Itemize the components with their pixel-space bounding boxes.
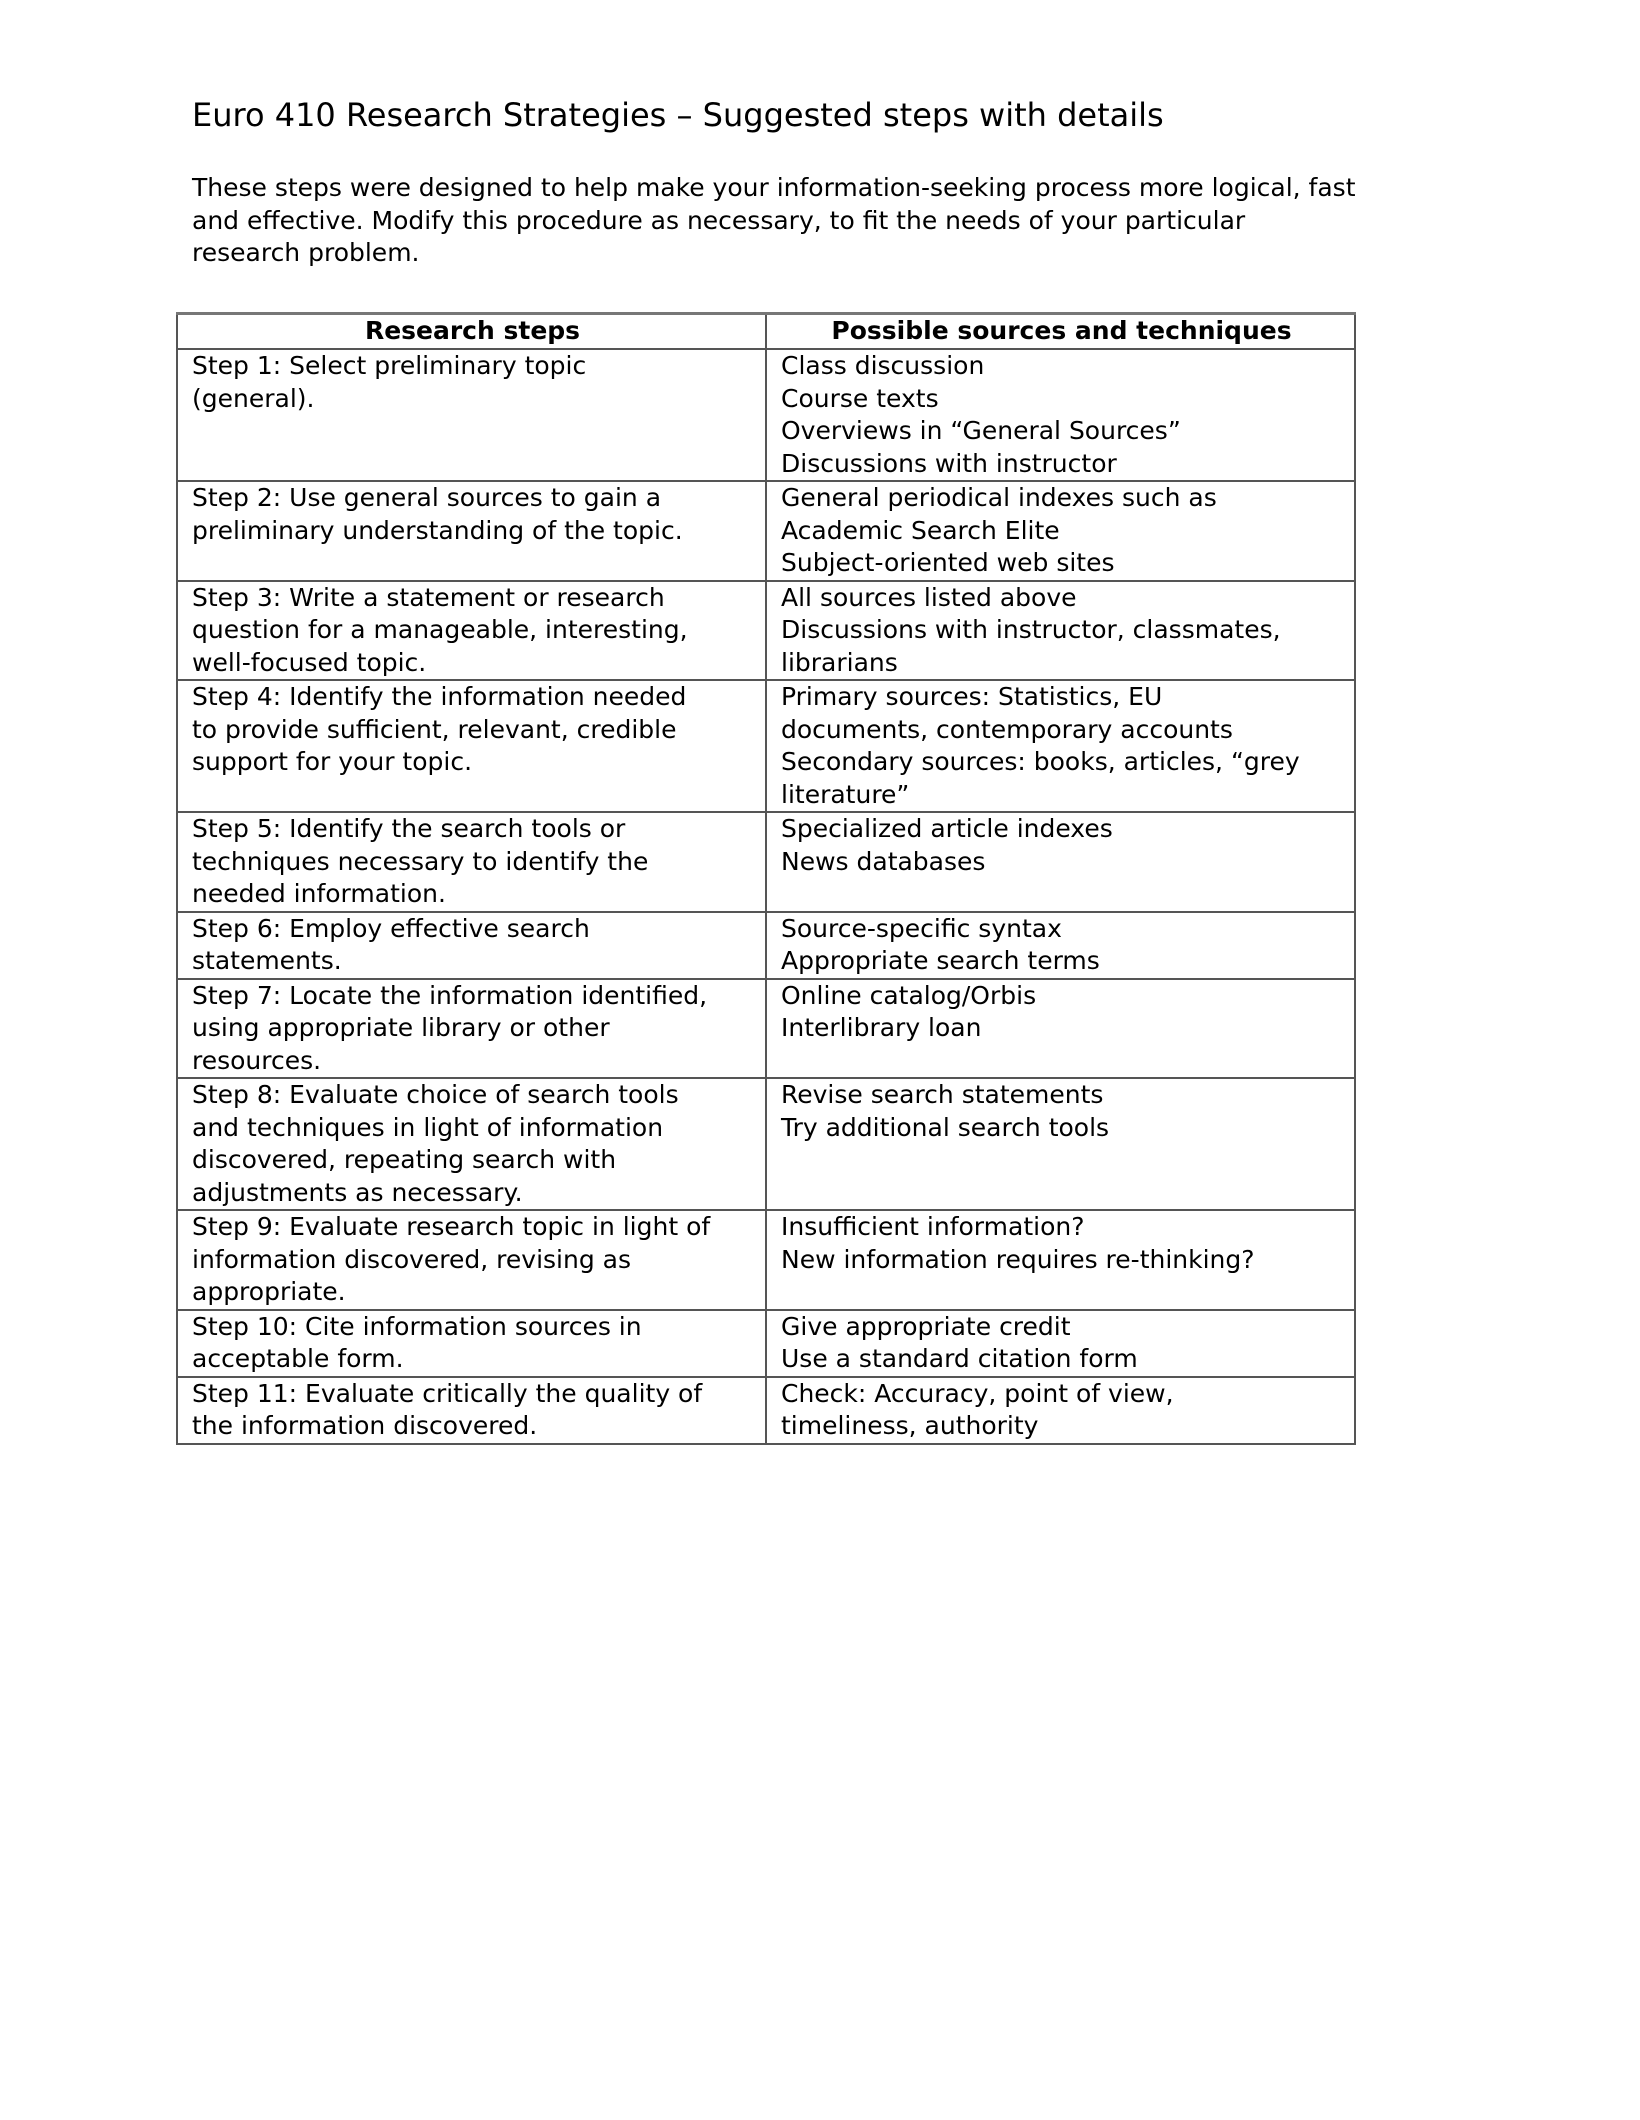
- table-row: [177, 1377, 1355, 1444]
- research-step-cell: [177, 1310, 766, 1377]
- research-step-cell: [177, 481, 766, 581]
- sources-cell: [766, 1210, 1355, 1310]
- source-text-line: Class discussion: [781, 351, 985, 380]
- source-text-line: Academic Search Elite: [781, 515, 1060, 545]
- table-row: [177, 979, 1355, 1079]
- source-text-line: Appropriate search terms: [781, 946, 1100, 975]
- step-text-line: Step 1: Select preliminary topic: [192, 351, 587, 380]
- step-text-line: to provide sufficient, relevant, credible: [192, 714, 677, 744]
- source-text-line: Use a standard citation form: [781, 1344, 1138, 1373]
- table-row: [177, 680, 1355, 812]
- research-step-cell: [177, 1078, 766, 1210]
- sources-cell: [766, 1310, 1355, 1377]
- table-row: [177, 912, 1355, 979]
- step-text-line: Step 2: Use general sources to gain a: [192, 483, 662, 512]
- source-text-line: News databases: [781, 846, 986, 876]
- source-text-line: Try additional search tools: [781, 1112, 1110, 1142]
- intro-line: research problem.: [192, 238, 420, 267]
- source-text-line: Check: Accuracy, point of view,: [781, 1378, 1174, 1408]
- research-step-cell: [177, 912, 766, 979]
- header-sources-techniques: Possible sources and techniques: [766, 314, 1355, 350]
- source-text-line: librarians: [781, 647, 898, 677]
- source-text-line: Overviews in “General Sources”: [781, 416, 1181, 445]
- sources-cell: [766, 680, 1355, 812]
- source-text-line: Subject-oriented web sites: [781, 548, 1115, 577]
- step-text-line: appropriate.: [192, 1277, 346, 1306]
- table-row: [177, 1210, 1355, 1310]
- research-step-cell: [177, 1377, 766, 1444]
- step-text-line: Step 6: Employ effective search: [192, 913, 590, 943]
- step-text-line: support for your topic.: [192, 747, 473, 776]
- source-text-line: Discussions with instructor, classmates,: [781, 615, 1281, 644]
- step-text-line: Step 4: Identify the information needed: [192, 682, 687, 711]
- step-text-line: Step 7: Locate the information identified,: [192, 980, 708, 1010]
- intro-line: and effective. Modify this procedure as necessary, to fit the needs of your particular: [192, 205, 1246, 235]
- step-text-line: acceptable form.: [192, 1344, 404, 1373]
- sources-cell: [766, 812, 1355, 912]
- intro-paragraph: [192, 172, 1472, 270]
- step-text-line: discovered, repeating search with: [192, 1145, 617, 1174]
- step-text-line: needed information.: [192, 879, 446, 908]
- research-step-cell: [177, 812, 766, 912]
- source-text-line: documents, contemporary accounts: [781, 714, 1233, 744]
- sources-cell: [766, 1078, 1355, 1210]
- step-text-line: Step 9: Evaluate research topic in light of: [192, 1212, 711, 1241]
- sources-cell: [766, 349, 1355, 481]
- sources-cell: [766, 912, 1355, 979]
- source-text-line: Online catalog/Orbis: [781, 980, 1037, 1010]
- table-row: [177, 812, 1355, 912]
- step-text-line: statements.: [192, 946, 342, 975]
- step-text-line: Step 8: Evaluate choice of search tools: [192, 1080, 679, 1109]
- source-text-line: General periodical indexes such as: [781, 483, 1217, 512]
- table-header-row: [177, 314, 1355, 350]
- table-body: [177, 349, 1355, 1444]
- step-text-line: well-focused topic.: [192, 647, 427, 677]
- step-text-line: resources.: [192, 1045, 322, 1075]
- source-text-line: All sources listed above: [781, 582, 1077, 612]
- sources-cell: [766, 1377, 1355, 1444]
- step-text-line: techniques necessary to identify the: [192, 846, 649, 876]
- source-text-line: Revise search statements: [781, 1080, 1104, 1109]
- table-row: [177, 349, 1355, 481]
- source-text-line: New information requires re-thinking?: [781, 1244, 1255, 1274]
- table-row: [177, 1310, 1355, 1377]
- research-step-cell: [177, 581, 766, 681]
- step-text-line: Step 10: Cite information sources in: [192, 1311, 642, 1341]
- source-text-line: Insufficient information?: [781, 1212, 1085, 1241]
- source-text-line: Course texts: [781, 383, 939, 413]
- step-text-line: information discovered, revising as: [192, 1244, 631, 1274]
- step-text-line: using appropriate library or other: [192, 1013, 610, 1042]
- step-text-line: preliminary understanding of the topic.: [192, 515, 683, 545]
- research-step-cell: [177, 349, 766, 481]
- source-text-line: Primary sources: Statistics, EU: [781, 682, 1163, 711]
- step-text-line: adjustments as necessary.: [192, 1177, 523, 1207]
- step-text-line: and techniques in light of information: [192, 1112, 664, 1142]
- step-text-line: Step 11: Evaluate critically the quality of: [192, 1378, 703, 1408]
- research-step-cell: [177, 1210, 766, 1310]
- source-text-line: Interlibrary loan: [781, 1013, 982, 1042]
- step-text-line: (general).: [192, 383, 315, 413]
- step-text-line: Step 5: Identify the search tools or: [192, 814, 626, 843]
- step-text-line: question for a manageable, interesting,: [192, 615, 688, 644]
- document-title: Euro 410 Research Strategies – Suggested steps with details: [192, 96, 1164, 134]
- source-text-line: Source-specific syntax: [781, 913, 1062, 943]
- table-row: [177, 581, 1355, 681]
- intro-line: These steps were designed to help make your information-seeking process more logical, fast: [192, 173, 1356, 202]
- source-text-line: literature”: [781, 779, 910, 809]
- header-research-steps: Research steps: [177, 314, 766, 350]
- source-text-line: Give appropriate credit: [781, 1311, 1071, 1341]
- research-steps-table: [176, 312, 1356, 1445]
- source-text-line: Secondary sources: books, articles, “grey: [781, 747, 1300, 776]
- table-row: [177, 481, 1355, 581]
- table-row: [177, 1078, 1355, 1210]
- source-text-line: Specialized article indexes: [781, 814, 1113, 843]
- research-step-cell: [177, 979, 766, 1079]
- source-text-line: Discussions with instructor: [781, 448, 1117, 478]
- sources-cell: [766, 581, 1355, 681]
- step-text-line: the information discovered.: [192, 1411, 538, 1440]
- source-text-line: timeliness, authority: [781, 1411, 1039, 1440]
- sources-cell: [766, 979, 1355, 1079]
- sources-cell: [766, 481, 1355, 581]
- step-text-line: Step 3: Write a statement or research: [192, 582, 665, 612]
- research-step-cell: [177, 680, 766, 812]
